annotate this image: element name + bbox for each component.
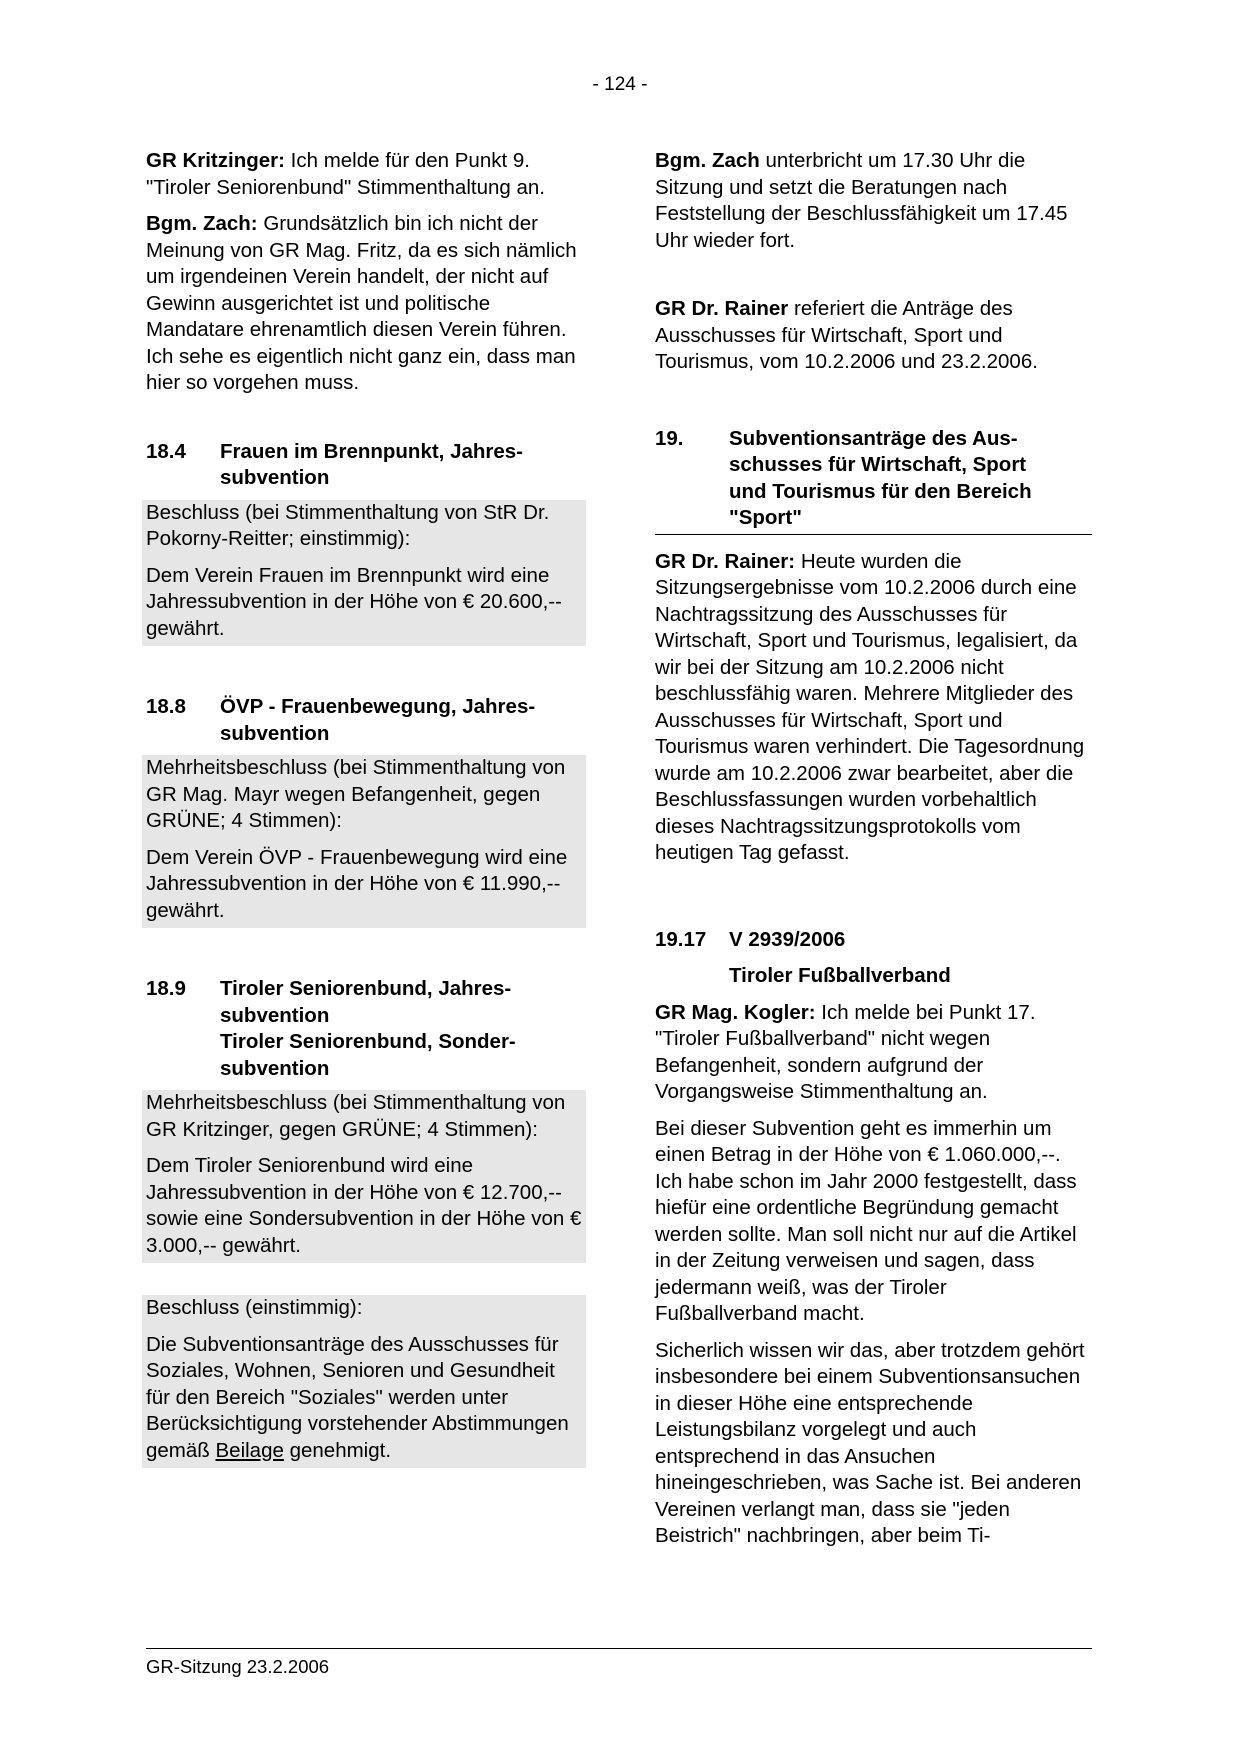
speaker-name: Bgm. Zach: [655, 149, 760, 172]
paragraph-rainer-intro: [655, 296, 1092, 376]
section-number: 19.17: [655, 927, 707, 951]
speaker-name: GR Dr. Rainer:: [655, 549, 796, 573]
section-number: 18.9: [146, 977, 186, 1000]
paragraph-kogler-2: Bei dieser Subvention geht es immerhin um einen Betrag in der Höhe von € 1.060.000,--. Ich habe schon im Jahr 2000 festgestellt, dass hiefür eine ordentliche Begründung gemacht werden sollte. Man soll nicht nur auf die Artikel in der Zeitung verweisen und sagen, dass jedermann weiß, was der Tiroler Fußballverband macht.: [655, 1116, 1077, 1325]
resolution-box-18-9: [142, 1090, 586, 1263]
resolution-text: Dem Verein ÖVP - Frauenbewegung wird eine Jahressubvention in der Höhe von € 11.990,-- gewährt.: [146, 845, 568, 922]
section-heading-18-9: [146, 976, 586, 1082]
beilage-link[interactable]: Beilage: [215, 1438, 284, 1462]
section-title: ÖVP - Frauenbewegung, Jahres- subvention: [220, 695, 536, 745]
section-subtitle-19-17: [655, 963, 1092, 990]
resolution-text: Dem Tiroler Seniorenbund wird eine Jahressubvention in der Höhe von € 12.700,-- sowie eine Sondersubvention in der Höhe von € 3.000,-- gewährt.: [146, 1154, 582, 1257]
paragraph-text: referiert die Anträge des Ausschusses für Wirtschaft, Sport und Tourismus, vom 10.2.2006 und 23.2.2006.: [655, 297, 1038, 373]
section-title: Tiroler Seniorenbund, Jahres- subvention Tiroler Seniorenbund, Sonder- subvention: [220, 977, 516, 1080]
paragraph-kritzinger: [146, 148, 586, 201]
section-title: V 2939/2006: [729, 927, 846, 951]
paragraph-rainer: [655, 549, 1092, 867]
resolution-box-18-8: [142, 755, 586, 928]
resolution-label: Beschluss (bei Stimmenthaltung von StR Dr. Pokorny-Reitter; einstimmig):: [146, 500, 550, 550]
speaker-name: Bgm. Zach:: [146, 212, 258, 235]
left-column: [146, 148, 586, 1468]
resolution-text: Die Subventionsanträge des Ausschusses für Soziales, Wohnen, Senioren und Gesundheit für den Bereich "Soziales" werden unter Berücksichtigung vorstehender Abstimmungen gemäß Beilage genehmigt.: [146, 1332, 569, 1462]
paragraph-kogler: [655, 1000, 1092, 1106]
paragraph-zach-break: [655, 148, 1092, 254]
speaker-name: GR Kritzinger:: [146, 149, 285, 172]
paragraph-text: Ich melde für den Punkt 9. "Tiroler Seniorenbund" Stimmenthaltung an.: [146, 149, 545, 199]
resolution-text: Dem Verein Frauen im Brennpunkt wird eine Jahressubvention in der Höhe von € 20.600,-- gewährt.: [146, 563, 562, 640]
resolution-label: Mehrheitsbeschluss (bei Stimmenthaltung von GR Mag. Mayr wegen Befangenheit, gegen GRÜNE; 4 Stimmen):: [146, 756, 566, 832]
section-title: Subventionsanträge des Aus- schusses für Wirtschaft, Sport und Tourismus für den Bereich "Sport": [729, 426, 1032, 529]
resolution-box-18-4: [142, 500, 586, 647]
section-heading-18-8: [146, 694, 586, 747]
section-number: 19.: [655, 426, 684, 450]
section-subtitle: Tiroler Fußballverband: [729, 964, 951, 987]
paragraph-kogler-3: Sicherlich wissen wir das, aber trotzdem gehört insbesondere bei einem Subventionsansuchen in dieser Höhe eine entsprechende Leistungsbilanz vorgelegt und auch entsprechend in das Ansuchen hineingeschrieben, was Sache ist. Bei anderen Vereinen verlangt man, dass sie "jeden Beistrich" nachbringen, aber beim Ti-: [655, 1338, 1085, 1547]
paragraph-text: unterbricht um 17.30 Uhr die Sitzung und setzt die Beratungen nach Feststellung der Beschlussfähigkeit um 17.45 Uhr wieder fort.: [655, 149, 1068, 252]
footer-text: GR-Sitzung 23.2.2006: [146, 1656, 330, 1677]
paragraph-text: Ich melde bei Punkt 17. "Tiroler Fußballverband" nicht wegen Befangenheit, sondern aufgrund der Vorgangsweise Stimmenthaltung an.: [655, 1000, 1036, 1103]
section-number: 18.8: [146, 695, 186, 718]
section-heading-19: [655, 426, 1092, 535]
page-number: - 124 -: [592, 74, 648, 95]
section-number: 18.4: [146, 439, 186, 463]
paragraph-zach: [146, 211, 586, 397]
section-heading-18-4: [146, 439, 586, 492]
paragraph-text: Grundsätzlich bin ich nicht der Meinung von GR Mag. Fritz, da es sich nämlich um irgendeinen Verein handelt, der nicht auf Gewinn ausgerichtet ist und politische Mandatare ehrenamtlich diesen Verein führen. Ich sehe es eigentlich nicht ganz ein, dass man hier so vorgehen muss.: [146, 212, 577, 394]
resolution-label: Beschluss (einstimmig):: [146, 1296, 363, 1319]
paragraph-text: Heute wurden die Sitzungsergebnisse vom 10.2.2006 durch eine Nachtragssitzung des Ausschusses für Wirtschaft, Sport und Tourismus, legalisiert, da wir bei der Sitzung am 10.2.2006 nicht beschlussfähig waren. Mehrere Mitglieder des Ausschusses für Wirtschaft, Sport und Tourismus waren verhindert. Die Tagesordnung wurde am 10.2.2006 zwar bearbeitet, aber die Beschlussfassungen wurden vorbehaltlich dieses Nachtragssitzungsprotokolls vom heutigen Tag gefasst.: [655, 549, 1085, 864]
speaker-name: GR Dr. Rainer: [655, 297, 789, 320]
resolution-box-final: [142, 1295, 586, 1468]
section-title: Frauen im Brennpunkt, Jahres- subvention: [220, 439, 524, 489]
resolution-label: Mehrheitsbeschluss (bei Stimmenthaltung von GR Kritzinger, gegen GRÜNE; 4 Stimmen):: [146, 1091, 566, 1141]
footer-divider: [146, 1648, 1092, 1649]
speaker-name: GR Mag. Kogler:: [655, 1000, 816, 1024]
section-heading-19-17: [655, 927, 1092, 954]
right-column: [655, 148, 1092, 1560]
